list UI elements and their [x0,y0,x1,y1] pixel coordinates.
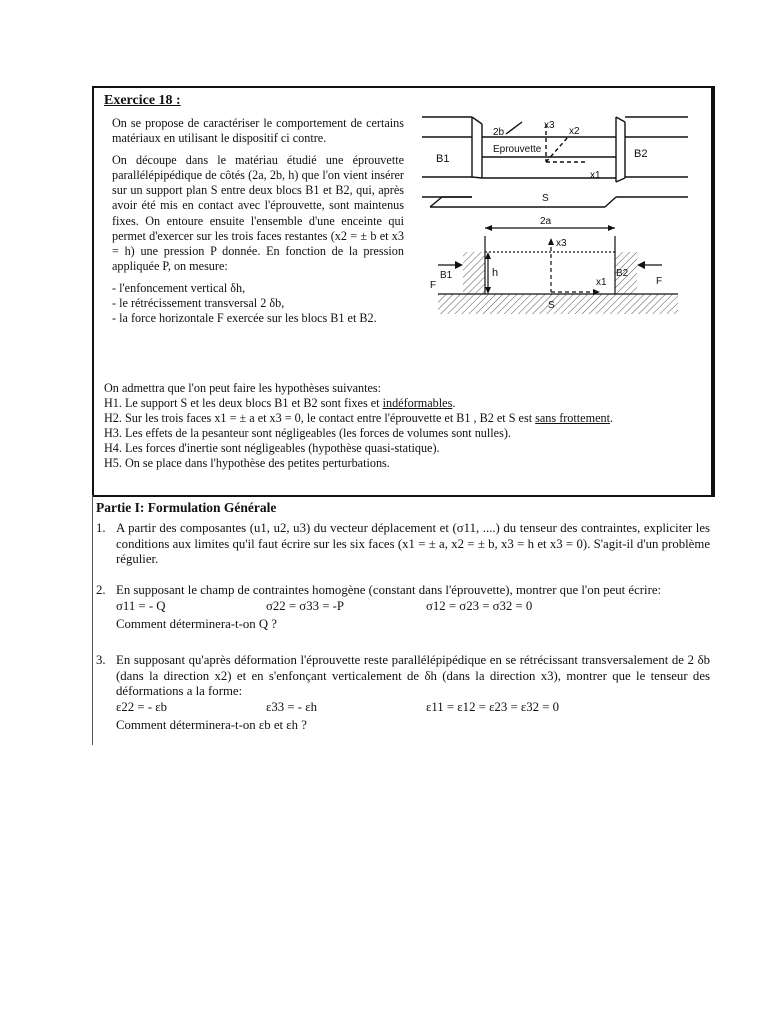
question-1-number: 1. [96,521,106,535]
hypotheses-intro: On admettra que l'on peut faire les hypothèses suivantes: [104,381,382,395]
axis-x1-label: x1 [590,170,601,181]
exercise-title: Exercice 18 : [104,93,181,108]
length-2a-label: 2a [540,216,552,227]
question-3-number: 3. [96,653,106,667]
strain-eq-3: ε11 = ε12 = ε23 = ε32 = 0 [426,699,560,714]
block-b2-label-2: B2 [616,268,629,279]
question-3 [96,653,710,733]
stress-eq-2: σ22 = σ33 = -P [266,598,344,613]
question-2-text: En supposant le champ de contraintes homogène (constant dans l'éprouvette), montrer que l'on peut écrire: [116,583,662,597]
height-h-label: h [492,267,499,279]
hypothesis-h5: H5. On se place dans l'hypothèse des petites perturbations. [104,456,390,470]
question-1-text: A partir des composantes (u1, u2, u3) du vecteur déplacement et (σ11, ....) du tenseur des contraintes, expliciter les conditions aux limites qu'il faut écrire sur les six faces (x1 = ± a, x2 = ± b, x3 = h et x3 = 0). S'agit-il d'un problème régulier. [116,521,710,566]
block-b1-label: B1 [436,153,450,165]
stress-eq-3: σ12 = σ23 = σ32 = 0 [426,598,533,613]
section-divider [92,495,713,497]
hypothesis-h1: H1. Le support S et les deux blocs B1 et B2 sont fixes et indéformables. [104,396,456,410]
specimen-label: Eprouvette [493,144,542,155]
measure-item-1: - l'enfoncement vertical δh, [112,280,246,295]
strain-eq-2: ε33 = - εh [266,699,318,714]
measure-item-3: - la force horizontale F exercée sur les blocs B1 et B2. [112,311,377,326]
axis-x3-label-2: x3 [556,238,567,249]
block-b2-label: B2 [634,148,648,160]
question-1 [96,521,710,568]
hypotheses [104,381,704,471]
part1-title: Partie I: Formulation Générale [96,500,277,515]
stress-equations [116,599,710,617]
hypothesis-h3: H3. Les effets de la pesanteur sont négligeables (les forces de volumes sont nulles). [104,426,511,440]
measure-item-2: - le rétrécissement transversal 2 δb, [112,296,285,311]
axis-x3-label: x3 [544,120,555,131]
left-margin-line [92,495,93,745]
stress-eq-1: σ11 = - Q [116,598,166,613]
intro-paragraph-1: On se propose de caractériser le comportement de certains matériaux en utilisant le dispositif ci contre. [112,116,404,146]
strain-eq-1: ε22 = - εb [116,699,168,714]
question-2-number: 2. [96,583,106,597]
top-diagram [420,112,710,212]
hypothesis-h2: H2. Sur les trois faces x1 = ± a et x3 = 0, le contact entre l'éprouvette et B1 , B2 et S est sans frottement. [104,411,614,425]
intro-paragraph-2: On découpe dans le matériau étudié une éprouvette parallélépipédique de côtés (2a, 2b, h) que l'on vient insérer sur un support plan S entre deux blocs B1 et B2, qui, après avoir été mis en contact avec l'éprouvette, sont maintenus fixes. On entoure ensuite l'ensemble d'une enceinte qui permet d'exercer sur les trois faces restantes (x2 = ± b et x3 = h) une pression P donnée. En fonction de la pression appliquée P, on mesure: [112,153,404,273]
strain-equations [116,700,710,718]
axis-x2-label: x2 [569,126,580,137]
bottom-diagram [420,214,710,324]
question-2 [96,583,710,632]
hypothesis-h4: H4. Les forces d'inertie sont négligeables (hypothèse quasi-statique). [104,441,440,455]
exercise-intro [112,116,404,326]
question-3-text: En supposant qu'après déformation l'éprouvette reste parallélépipédique en se rétrécissant transversalement de 2 δb (dans la direction x2) et en s'enfonçant verticalement de δh (dans la direction x3), montrer que le tenseur des déformations a la forme: [116,653,710,698]
support-s-label-2: S [548,300,555,311]
support-s-label: S [542,193,549,204]
force-f-right-label: F [656,276,663,287]
axis-x1-label-2: x1 [596,277,607,288]
question-2-tail: Comment déterminera-t-on Q ? [116,616,277,631]
question-3-tail: Comment déterminera-t-on εb et εh ? [116,717,307,732]
block-b1-label-2: B1 [440,270,453,281]
width-2b-label: 2b [493,127,505,138]
force-f-left-label: F [430,280,437,291]
